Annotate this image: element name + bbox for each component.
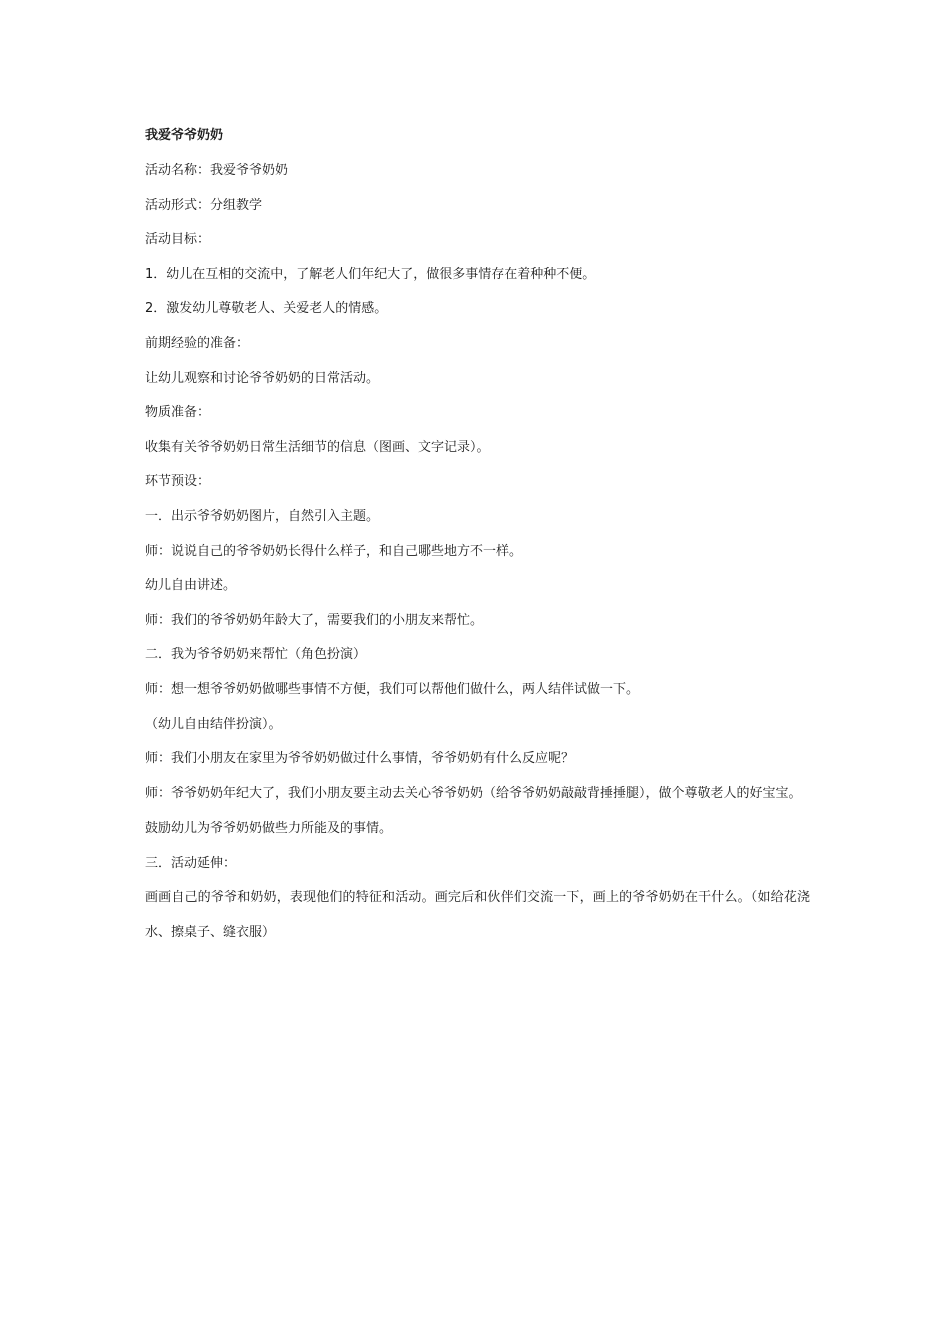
step-1-teacher-line-2: 师：我们的爷爷奶奶年龄大了，需要我们的小朋友来帮忙。 [145,612,484,628]
document-title: 我爱爷爷奶奶 [145,128,224,143]
goal-item-2: 2．激发幼儿尊敬老人、关爱老人的情感。 [145,301,388,317]
goal-item-1: 1．幼儿在互相的交流中，了解老人们年纪大了，做很多事情存在着种种不便。 [145,266,596,282]
material-prep-heading: 物质准备： [145,405,211,421]
step-2-teacher-line-1: 师：想一想爷爷奶奶做哪些事情不方便，我们可以帮他们做什么，两人结伴试做一下。 [145,681,640,697]
experience-prep-heading: 前期经验的准备： [145,335,250,351]
step-3-text: 画画自己的爷爷和奶奶，表现他们的特征和活动。画完后和伙伴们交流一下，画上的爷爷奶奶在干什么。（如给花浇水、擦桌子、缝衣服） [145,890,810,940]
activity-format: 活动形式：分组教学 [145,197,263,213]
step-1-children-line: 幼儿自由讲述。 [145,578,237,594]
step-2-teacher-line-2: 师：我们小朋友在家里为爷爷奶奶做过什么事情，爷爷奶奶有什么反应呢？ [145,751,575,767]
step-2-heading: 二．我为爷爷奶奶来帮忙（角色扮演） [145,647,367,663]
document-body [145,126,810,958]
material-prep-text: 收集有关爷爷奶奶日常生活细节的信息（图画、文字记录）。 [145,439,490,455]
activity-name: 活动名称：我爱爷爷奶奶 [145,163,289,178]
step-3-heading: 三．活动延伸： [145,855,237,871]
step-1-teacher-line-1: 师：说说自己的爷爷奶奶长得什么样子，和自己哪些地方不一样。 [145,543,523,559]
step-2-children-line: （幼儿自由结伴扮演）。 [145,716,282,732]
activity-goals-heading: 活动目标： [145,232,211,248]
process-heading: 环节预设： [145,474,211,490]
experience-prep-text: 让幼儿观察和讨论爷爷奶奶的日常活动。 [145,370,380,386]
step-1-heading: 一．出示爷爷奶奶图片，自然引入主题。 [145,508,380,524]
step-2-teacher-line-3: 师：爷爷奶奶年纪大了，我们小朋友要主动去关心爷爷奶奶（给爷爷奶奶敲敲背捶捶腿），做个尊敬老人的好宝宝。 [145,785,802,801]
step-2-encourage-line: 鼓励幼儿为爷爷奶奶做些力所能及的事情。 [145,821,393,837]
